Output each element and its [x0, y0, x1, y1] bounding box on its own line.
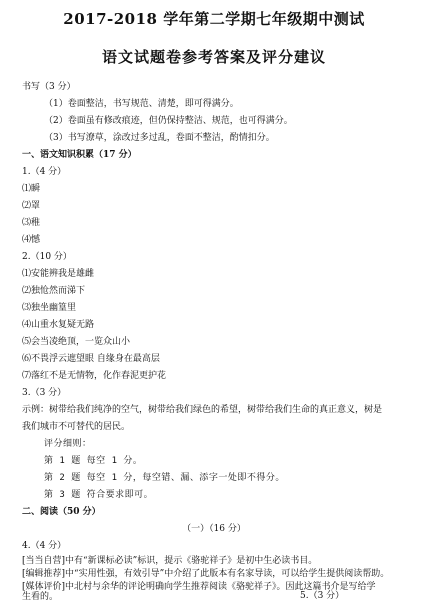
answer-item: ⑷山重水复疑无路: [22, 320, 95, 330]
scoring-item: 第 3 题 符合要求即可。: [44, 490, 154, 500]
question-label: 5.（3 分）: [300, 591, 345, 601]
answer-item: ⑵独怆然而涕下: [22, 286, 86, 296]
example-answer: 我们城市不可替代的居民。: [22, 422, 131, 432]
answer-item: ⑶独坐幽篁里: [22, 303, 77, 313]
answer-item: ⑴瞬: [22, 184, 41, 194]
question-label: 2.（10 分）: [22, 252, 72, 262]
exam-title: 2017-2018 学年第二学期七年级期中测试: [63, 10, 365, 28]
answer-item: ⑶稚: [22, 218, 41, 228]
answer-item: ⑸会当凌绝顶，一览众山小: [22, 337, 131, 347]
answer-line: [当当自营]中有“新课标必读”标识，提示《骆驼祥子》是初中生必读书目。: [22, 556, 318, 566]
answer-line: [编辑推荐]中“实用性强，有效引导”中介绍了此版本有名家导读，可以给学生提供阅读帮助。: [22, 569, 390, 579]
writing-item: （3）书写潦草，涂改过多过乱，卷面不整洁，酌情扣分。: [44, 133, 275, 143]
section-heading: 二、阅读（50 分）: [22, 507, 101, 517]
writing-label: 书写（3 分）: [22, 82, 76, 92]
writing-item: （1）卷面整洁，书写规范、清楚，即可得满分。: [44, 99, 239, 109]
example-answer: 示例：树带给我们纯净的空气，树带给我们绿色的希望，树带给我们生命的真正意义，树是: [22, 405, 383, 415]
scoring-label: 评分细则：: [44, 439, 92, 449]
question-label: 1.（4 分）: [22, 167, 67, 177]
section-heading: 一、语文知识积累（17 分）: [22, 150, 137, 160]
answer-line: [媒体评价]中北村与余华的评论明确向学生推荐阅读《骆驼祥子》。因此这篇书介是写给学: [22, 582, 376, 592]
answer-item: ⑺落红不是无情物，化作春泥更护花: [22, 371, 167, 381]
question-label: 4.（4 分）: [22, 541, 67, 551]
answer-item: ⑷憾: [22, 235, 41, 245]
writing-item: （2）卷面虽有修改痕迹，但仍保持整洁、规范，也可得满分。: [44, 116, 293, 126]
scoring-item: 第 2 题 每空 1 分，每空错、漏、添字一处即不得分。: [44, 473, 285, 483]
question-label: 3.（3 分）: [22, 388, 67, 398]
answer-item: ⑹不畏浮云遮望眼 自缘身在最高层: [22, 354, 160, 364]
answer-item: ⑴安能辨我是雄雌: [22, 269, 95, 279]
document-subtitle: 语文试题卷参考答案及评分建议: [101, 48, 326, 66]
scoring-item: 第 1 题 每空 1 分。: [44, 456, 143, 466]
answer-item: ⑵罩: [22, 201, 41, 211]
part-label: （一）（16 分）: [182, 524, 246, 534]
answer-line: 生看的。: [22, 592, 59, 602]
